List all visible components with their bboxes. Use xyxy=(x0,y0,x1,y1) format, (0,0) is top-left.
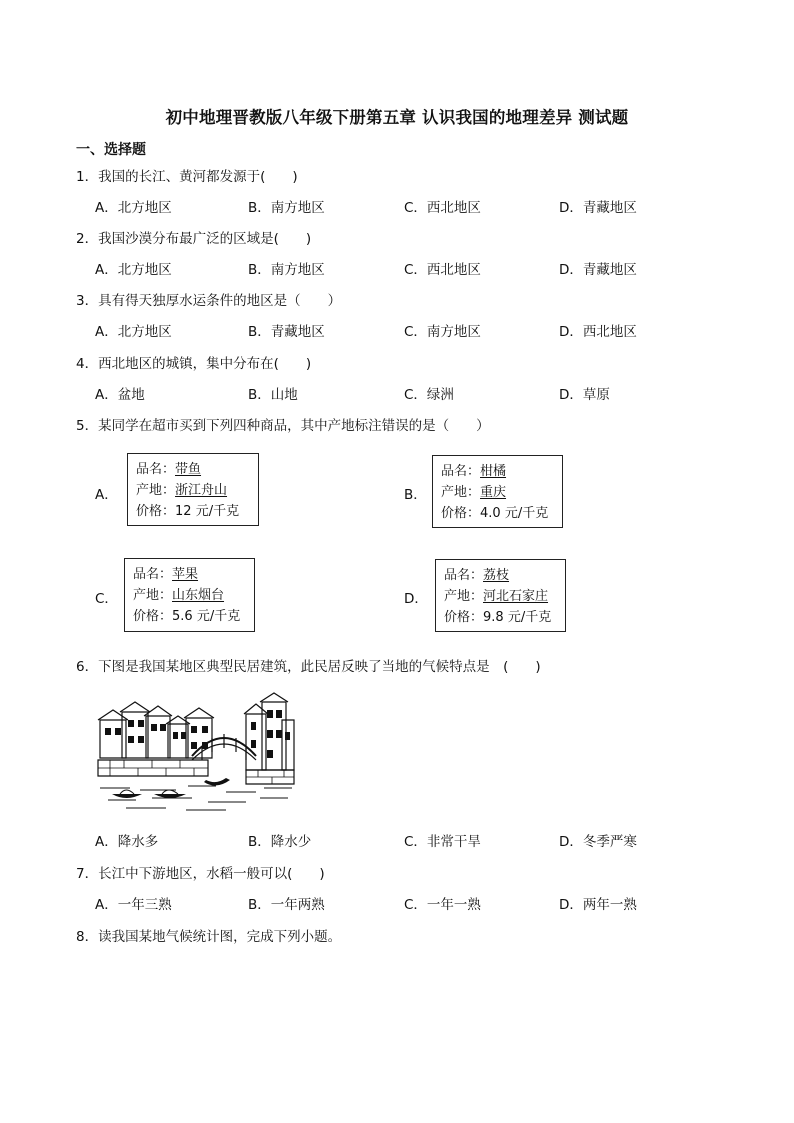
product-card-a xyxy=(127,453,259,526)
question-text: 某同学在超市买到下列四种商品，其中产地标注错误的是（ ） xyxy=(98,418,490,434)
origin-label: 产地： xyxy=(136,483,176,498)
product-origin: 浙江舟山 xyxy=(175,483,228,498)
option-d[interactable]: D．冬季严寒 xyxy=(559,834,637,850)
question-4-options xyxy=(95,383,735,403)
option-b[interactable]: B．青藏地区 xyxy=(248,324,325,340)
question-8 xyxy=(76,925,341,945)
product-name: 柑橘 xyxy=(480,464,507,479)
question-text: 具有得天独厚水运条件的地区是（ ） xyxy=(98,293,342,309)
price-label: 价格： xyxy=(133,609,173,624)
option-b[interactable]: B．南方地区 xyxy=(248,200,325,216)
option-d[interactable]: D． xyxy=(404,591,428,607)
product-card-b xyxy=(432,455,563,528)
folk-dwelling-illustration xyxy=(96,690,296,815)
option-b[interactable]: B．降水少 xyxy=(248,834,312,850)
product-name: 苹果 xyxy=(172,567,199,582)
question-text: 我国的长江、黄河都发源于( ) xyxy=(98,169,298,185)
option-d[interactable]: D．两年一熟 xyxy=(559,897,637,913)
option-a[interactable]: A．北方地区 xyxy=(95,262,172,278)
origin-label: 产地： xyxy=(441,485,481,500)
price-label: 价格： xyxy=(444,610,484,625)
option-a[interactable]: A．北方地区 xyxy=(95,324,172,340)
question-number: 8． xyxy=(76,929,99,945)
option-c[interactable]: C． xyxy=(95,591,118,607)
question-number: 3． xyxy=(76,293,99,309)
question-2-options xyxy=(95,258,735,278)
option-b[interactable]: B．一年两熟 xyxy=(248,897,325,913)
option-d[interactable]: D．青藏地区 xyxy=(559,200,637,216)
name-label: 品名： xyxy=(441,464,481,479)
product-price: 4.0 元/千克 xyxy=(480,506,549,521)
name-label: 品名： xyxy=(133,567,173,582)
price-label: 价格： xyxy=(136,504,176,519)
product-card-d xyxy=(435,559,566,632)
option-a[interactable]: A．一年三熟 xyxy=(95,897,172,913)
question-2 xyxy=(76,227,311,247)
question-number: 6． xyxy=(76,659,99,675)
option-c[interactable]: C．西北地区 xyxy=(404,200,481,216)
question-text: 西北地区的城镇，集中分布在( ) xyxy=(98,356,312,372)
option-c[interactable]: C．绿洲 xyxy=(404,387,454,403)
question-1-options xyxy=(95,196,735,216)
option-d[interactable]: D．草原 xyxy=(559,387,610,403)
option-b[interactable]: B．南方地区 xyxy=(248,262,325,278)
option-b[interactable]: B． xyxy=(404,487,427,503)
option-a[interactable]: A．盆地 xyxy=(95,387,145,403)
option-c[interactable]: C．西北地区 xyxy=(404,262,481,278)
option-a[interactable]: A． xyxy=(95,487,118,503)
question-number: 5． xyxy=(76,418,99,434)
question-1 xyxy=(76,165,298,185)
price-label: 价格： xyxy=(441,506,481,521)
option-c[interactable]: C．非常干旱 xyxy=(404,834,481,850)
name-label: 品名： xyxy=(136,462,176,477)
product-price: 5.6 元/千克 xyxy=(172,609,241,624)
question-text: 下图是我国某地区典型民居建筑，此民居反映了当地的气候特点是 ( ) xyxy=(98,659,541,675)
product-origin: 山东烟台 xyxy=(172,588,225,603)
option-d[interactable]: D．青藏地区 xyxy=(559,262,637,278)
product-card-c xyxy=(124,558,255,632)
question-6 xyxy=(76,655,541,675)
origin-label: 产地： xyxy=(444,589,484,604)
option-c[interactable]: C．一年一熟 xyxy=(404,897,481,913)
section-heading: 一、选择题 xyxy=(76,142,146,158)
question-text: 我国沙漠分布最广泛的区域是( ) xyxy=(98,231,312,247)
question-3-options xyxy=(95,320,735,340)
product-price: 12 元/千克 xyxy=(175,504,240,519)
name-label: 品名： xyxy=(444,568,484,583)
product-name: 带鱼 xyxy=(175,462,202,477)
option-d[interactable]: D．西北地区 xyxy=(559,324,637,340)
page-title: 初中地理晋教版八年级下册第五章 认识我国的地理差异 测试题 xyxy=(165,108,629,127)
question-6-options xyxy=(95,830,735,850)
question-7 xyxy=(76,862,325,882)
option-a[interactable]: A．降水多 xyxy=(95,834,159,850)
question-3 xyxy=(76,289,341,309)
question-7-options xyxy=(95,893,735,913)
product-origin: 河北石家庄 xyxy=(483,589,549,604)
question-text: 读我国某地气候统计图，完成下列小题。 xyxy=(98,929,342,945)
origin-label: 产地： xyxy=(133,588,173,603)
product-price: 9.8 元/千克 xyxy=(483,610,552,625)
option-c[interactable]: C．南方地区 xyxy=(404,324,481,340)
product-name: 荔枝 xyxy=(483,568,510,583)
question-number: 4． xyxy=(76,356,99,372)
question-4 xyxy=(76,352,311,372)
question-number: 2． xyxy=(76,231,99,247)
option-b[interactable]: B．山地 xyxy=(248,387,298,403)
question-number: 7． xyxy=(76,866,99,882)
question-number: 1． xyxy=(76,169,99,185)
product-origin: 重庆 xyxy=(480,485,507,500)
question-5 xyxy=(76,414,490,434)
question-text: 长江中下游地区，水稻一般可以( ) xyxy=(98,866,325,882)
option-a[interactable]: A．北方地区 xyxy=(95,200,172,216)
